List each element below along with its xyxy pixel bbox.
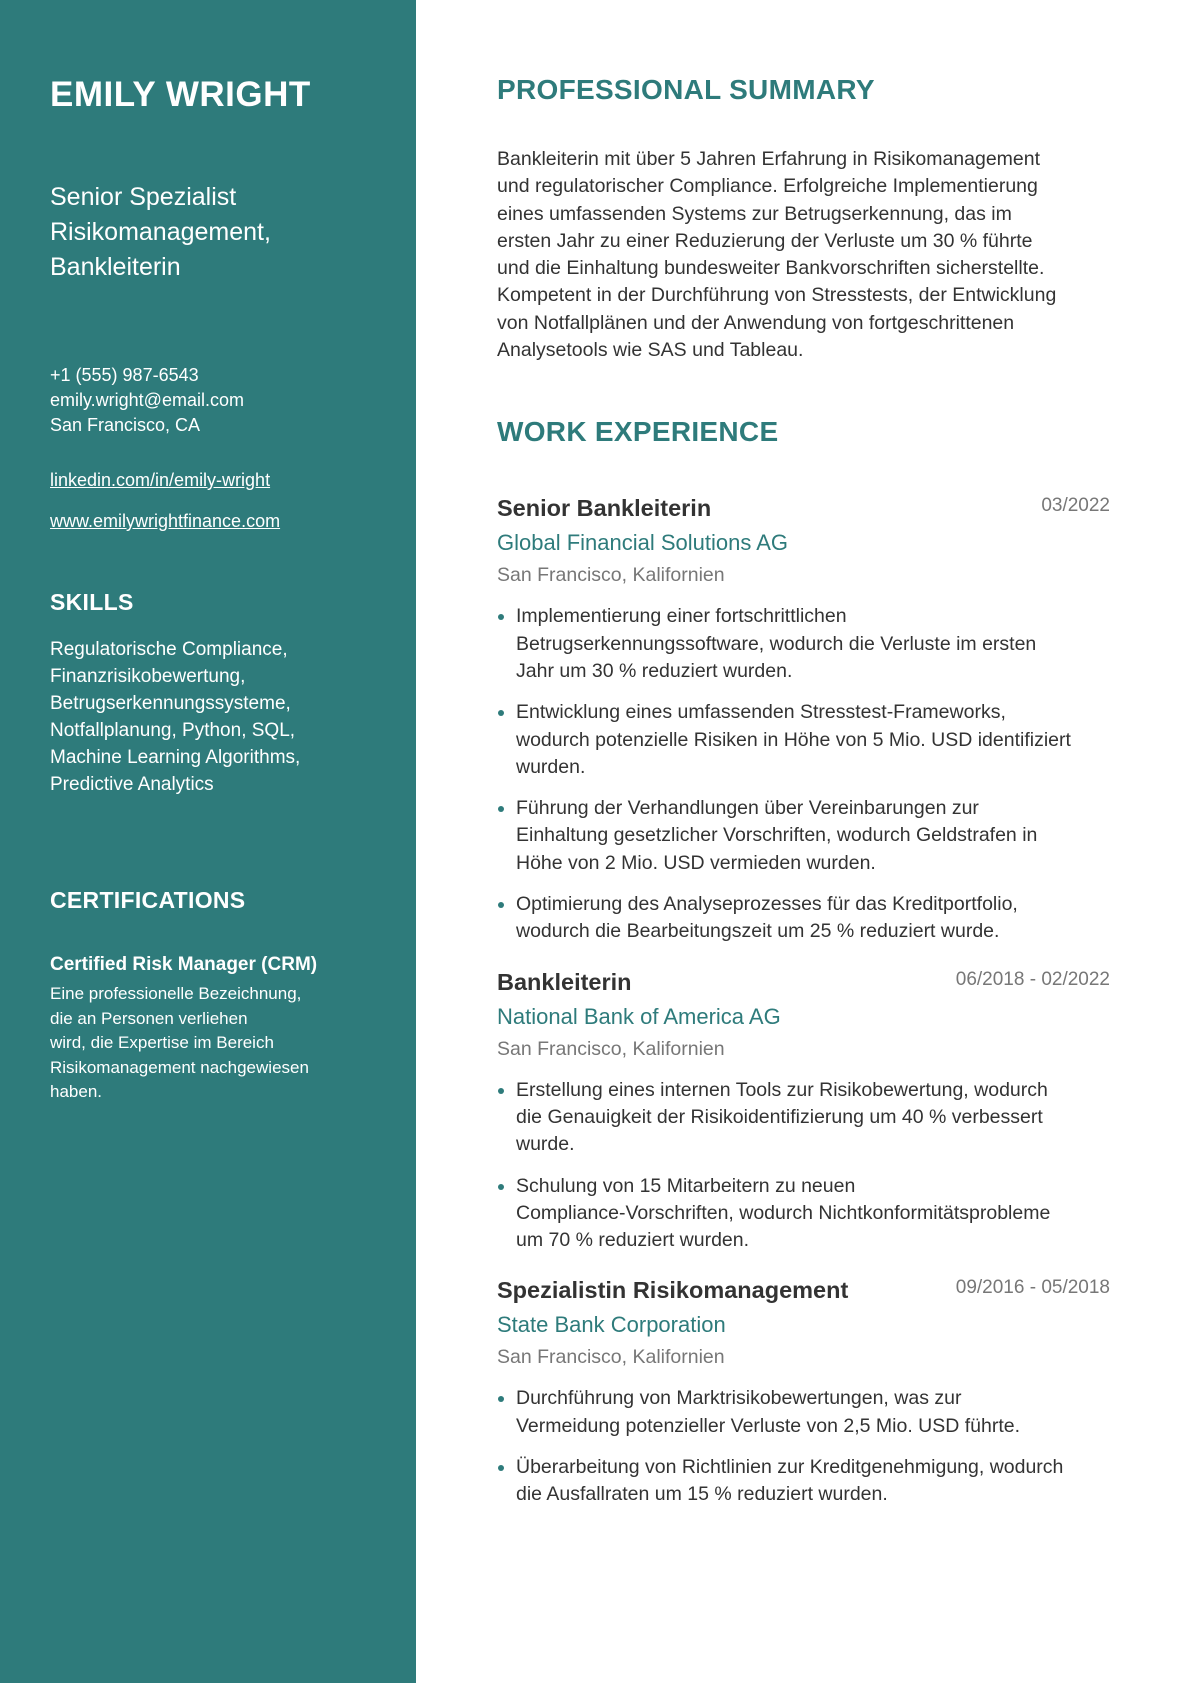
- profile-links: [50, 468, 376, 534]
- bullet-line: Schulung von 15 Mitarbeitern zu neuen: [516, 1174, 856, 1197]
- contact-info: [50, 363, 376, 438]
- job-title: Senior Bankleiterin: [497, 495, 712, 522]
- summary-line: Analysetools wie SAS und Tableau.: [497, 339, 804, 362]
- job-title: Bankleiterin: [497, 968, 632, 995]
- skills-line: Finanzrisikobewertung,: [50, 666, 246, 687]
- job-location: San Francisco, Kalifornien: [497, 1346, 725, 1369]
- location: San Francisco, CA: [50, 415, 201, 435]
- job-bullets: [497, 1077, 1110, 1255]
- company-name: State Bank Corporation: [497, 1312, 726, 1338]
- main-content: [416, 0, 1190, 1683]
- certification-description-line: die an Personen verliehen: [50, 1008, 248, 1028]
- bullet-line: Höhe von 2 Mio. USD vermieden wurden.: [516, 851, 876, 874]
- certification-description-line: Risikomanagement nachgewiesen: [50, 1057, 309, 1077]
- skills-line: Betrugserkennungssysteme,: [50, 693, 291, 714]
- bullet-line: wurde.: [516, 1133, 575, 1156]
- company-name: National Bank of America AG: [497, 1003, 781, 1029]
- bullet-line: Optimierung des Analyseprozesses für das Kreditportfolio,: [516, 893, 1018, 916]
- bullet-line: Durchführung von Marktrisikobewertungen, was zur: [516, 1387, 962, 1410]
- work-experience-heading: WORK EXPERIENCE: [497, 416, 779, 448]
- summary-text: [497, 146, 1110, 364]
- bullet-line: Implementierung einer fortschrittlichen: [516, 605, 847, 628]
- email-address: emily.wright@email.com: [50, 390, 244, 410]
- bullet-line: Überarbeitung von Richtlinien zur Kreditgenehmigung, wodurch: [516, 1456, 1064, 1479]
- skills-line: Notfallplanung, Python, SQL,: [50, 720, 296, 741]
- certification-description: [50, 982, 376, 1105]
- bullet-line: die Genauigkeit der Risikoidentifizierung um 40 % verbessert: [516, 1105, 1043, 1128]
- bullet-item: [497, 1385, 1110, 1440]
- summary-line: und die Einhaltung bundesweiter Bankvorschriften sicherstellte.: [497, 257, 1045, 280]
- job-bullets: [497, 603, 1110, 945]
- summary-line: und regulatorischer Compliance. Erfolgreiche Implementierung: [497, 175, 1038, 198]
- bullet-line: wodurch die Bearbeitungszeit um 25 % reduziert wurde.: [516, 920, 1000, 943]
- bullet-line: Einhaltung gesetzlicher Vorschriften, wodurch Geldstrafen in: [516, 824, 1038, 847]
- summary-line: Kompetent in der Durchführung von Stresstests, der Entwicklung: [497, 284, 1057, 307]
- job-date: 06/2018 - 02/2022: [955, 968, 1110, 990]
- job-location: San Francisco, Kalifornien: [497, 564, 725, 587]
- skills-line: Predictive Analytics: [50, 774, 214, 795]
- bullet-line: Erstellung eines internen Tools zur Risikobewertung, wodurch: [516, 1078, 1048, 1101]
- skills-line: Machine Learning Algorithms,: [50, 747, 301, 768]
- bullet-line: Führung der Verhandlungen über Vereinbarungen zur: [516, 797, 979, 820]
- bullet-item: [497, 1454, 1110, 1509]
- bullet-line: um 70 % reduziert wurden.: [516, 1229, 750, 1252]
- summary-line: ersten Jahr zu einer Reduzierung der Verluste um 30 % führte: [497, 229, 1033, 252]
- professional-title: [50, 180, 376, 285]
- bullet-item: [497, 1077, 1110, 1159]
- bullet-line: Betrugserkennungssoftware, wodurch die Verluste im ersten: [516, 632, 1037, 655]
- bullet-line: Entwicklung eines umfassenden Stresstest-Frameworks,: [516, 701, 1006, 724]
- job-bullets: [497, 1385, 1110, 1508]
- title-line: Bankleiterin: [50, 253, 181, 281]
- bullet-item: [497, 699, 1110, 781]
- summary-line: eines umfassenden Systems zur Betrugserkennung, das im: [497, 202, 1012, 225]
- title-line: Senior Spezialist: [50, 183, 237, 211]
- skills-heading: SKILLS: [50, 589, 134, 615]
- certification-description-line: wird, die Expertise im Bereich: [50, 1033, 274, 1052]
- linkedin-link[interactable]: linkedin.com/in/emily-wright: [50, 470, 271, 490]
- bullet-line: Vermeidung potenzieller Verluste von 2,5 Mio. USD führte.: [516, 1414, 1021, 1437]
- title-line: Risikomanagement,: [50, 218, 271, 246]
- job-entry: [497, 1274, 1110, 1508]
- certification-description-line: Eine professionelle Bezeichnung,: [50, 984, 302, 1003]
- bullet-line: wurden.: [516, 755, 586, 778]
- bullet-item: [497, 1173, 1110, 1255]
- company-name: Global Financial Solutions AG: [497, 530, 789, 556]
- certification-description-line: haben.: [50, 1082, 102, 1101]
- candidate-name: EMILY WRIGHT: [50, 75, 311, 114]
- bullet-item: [497, 891, 1110, 946]
- summary-line: von Notfallplänen und der Anwendung von fortgeschrittenen: [497, 311, 1015, 334]
- bullet-line: Jahr um 30 % reduziert wurden.: [516, 659, 793, 682]
- summary-heading: PROFESSIONAL SUMMARY: [497, 74, 875, 105]
- certifications-heading: CERTIFICATIONS: [50, 887, 246, 913]
- skills-line: Regulatorische Compliance,: [50, 639, 288, 660]
- phone-number: +1 (555) 987-6543: [50, 365, 199, 385]
- job-entry: [497, 966, 1110, 1255]
- bullet-item: [497, 603, 1110, 685]
- job-date: 03/2022: [1041, 495, 1110, 517]
- bullet-line: wodurch potenzielle Risiken in Höhe von 5 Mio. USD identifiziert: [516, 728, 1071, 751]
- bullet-line: die Ausfallraten um 15 % reduziert wurden.: [516, 1483, 888, 1506]
- job-title: Spezialistin Risikomanagement: [497, 1277, 849, 1304]
- summary-line: Bankleiterin mit über 5 Jahren Erfahrung in Risikomanagement: [497, 148, 1041, 170]
- job-date: 09/2016 - 05/2018: [955, 1277, 1110, 1299]
- job-location: San Francisco, Kalifornien: [497, 1037, 725, 1060]
- bullet-line: Compliance-Vorschriften, wodurch Nichtkonformitätsprobleme: [516, 1201, 1051, 1224]
- certification-name: Certified Risk Manager (CRM): [50, 954, 318, 975]
- website-link[interactable]: www.emilywrightfinance.com: [50, 511, 281, 531]
- bullet-item: [497, 795, 1110, 877]
- job-entry: [497, 492, 1110, 945]
- skills-list: [50, 636, 376, 798]
- sidebar: [0, 0, 416, 1683]
